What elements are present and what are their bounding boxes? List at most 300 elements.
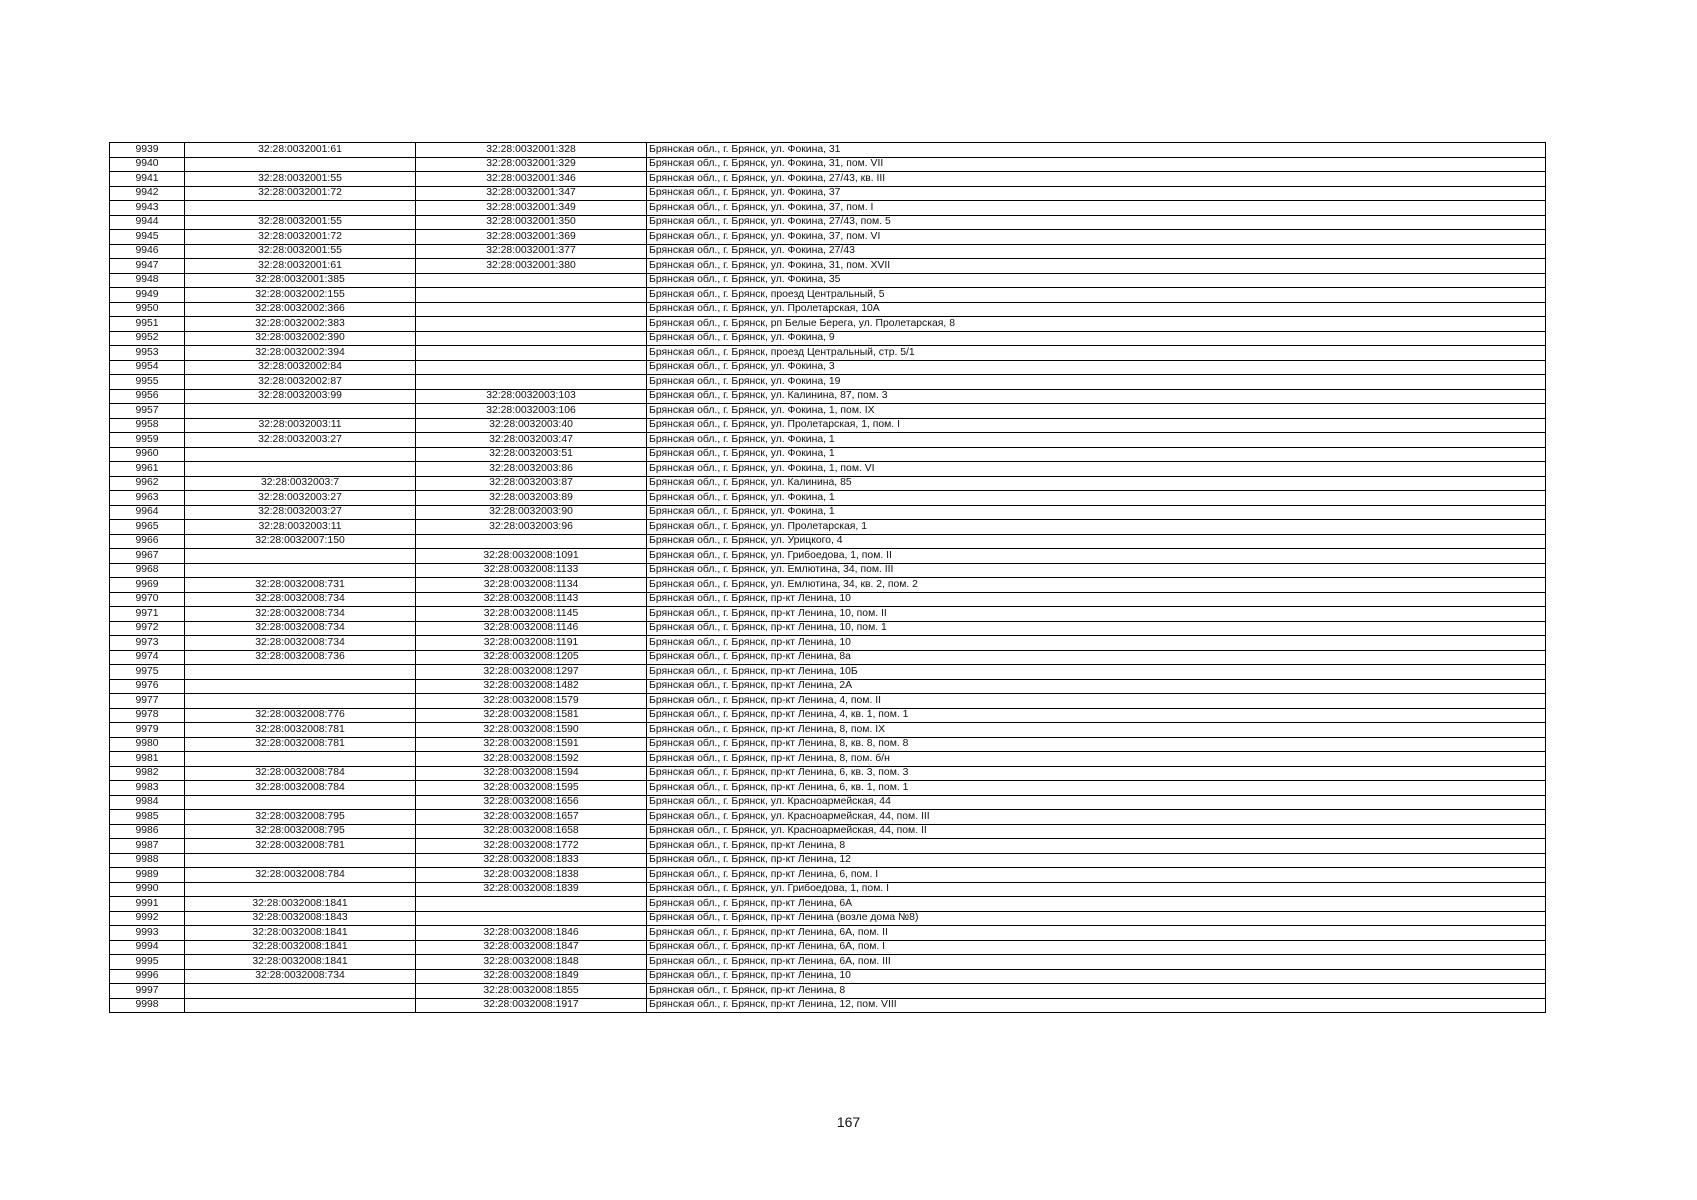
object-address: Брянская обл., г. Брянск, пр-кт Ленина, 6, пом. I xyxy=(647,868,1546,883)
land-parcel-cadastral-number: 32:28:0032003:11 xyxy=(185,520,416,535)
table-row xyxy=(110,926,1546,941)
object-cadastral-number: 32:28:0032008:1143 xyxy=(416,592,647,607)
row-number: 9975 xyxy=(110,665,185,680)
object-cadastral-number: 32:28:0032003:106 xyxy=(416,404,647,419)
row-number: 9983 xyxy=(110,781,185,796)
object-address: Брянская обл., г. Брянск, ул. Калинина, 87, пом. 3 xyxy=(647,389,1546,404)
table-row xyxy=(110,505,1546,520)
object-cadastral-number xyxy=(416,302,647,317)
land-parcel-cadastral-number xyxy=(185,679,416,694)
object-address: Брянская обл., г. Брянск, пр-кт Ленина, 8а xyxy=(647,650,1546,665)
table-row xyxy=(110,940,1546,955)
object-cadastral-number: 32:28:0032003:47 xyxy=(416,433,647,448)
row-number: 9994 xyxy=(110,940,185,955)
object-address: Брянская обл., г. Брянск, ул. Фокина, 31 xyxy=(647,143,1546,158)
land-parcel-cadastral-number: 32:28:0032008:781 xyxy=(185,839,416,854)
table-row xyxy=(110,897,1546,912)
object-cadastral-number: 32:28:0032001:329 xyxy=(416,157,647,172)
object-cadastral-number: 32:28:0032008:1594 xyxy=(416,766,647,781)
table-row xyxy=(110,911,1546,926)
table-row xyxy=(110,433,1546,448)
table-row xyxy=(110,882,1546,897)
object-cadastral-number: 32:28:0032008:1847 xyxy=(416,940,647,955)
object-address: Брянская обл., г. Брянск, ул. Грибоедова, 1, пом. I xyxy=(647,882,1546,897)
row-number: 9979 xyxy=(110,723,185,738)
object-address: Брянская обл., г. Брянск, ул. Емлютина, 34, кв. 2, пом. 2 xyxy=(647,578,1546,593)
table-row xyxy=(110,476,1546,491)
object-cadastral-number xyxy=(416,331,647,346)
land-parcel-cadastral-number: 32:28:0032002:394 xyxy=(185,346,416,361)
object-address: Брянская обл., г. Брянск, ул. Фокина, 1 xyxy=(647,505,1546,520)
object-address: Брянская обл., г. Брянск, пр-кт Ленина, 8, кв. 8, пом. 8 xyxy=(647,737,1546,752)
table-row xyxy=(110,824,1546,839)
object-address: Брянская обл., г. Брянск, пр-кт Ленина, 6, кв. 1, пом. 1 xyxy=(647,781,1546,796)
object-address: Брянская обл., г. Брянск, ул. Фокина, 35 xyxy=(647,273,1546,288)
table-row xyxy=(110,694,1546,709)
land-parcel-cadastral-number: 32:28:0032008:734 xyxy=(185,607,416,622)
object-address: Брянская обл., г. Брянск, ул. Фокина, 27/43 xyxy=(647,244,1546,259)
land-parcel-cadastral-number: 32:28:0032008:734 xyxy=(185,592,416,607)
object-address: Брянская обл., г. Брянск, ул. Фокина, 19 xyxy=(647,375,1546,390)
land-parcel-cadastral-number xyxy=(185,157,416,172)
object-address: Брянская обл., г. Брянск, ул. Пролетарская, 1 xyxy=(647,520,1546,535)
table-row xyxy=(110,389,1546,404)
table-row xyxy=(110,549,1546,564)
object-cadastral-number: 32:28:0032008:1191 xyxy=(416,636,647,651)
row-number: 9989 xyxy=(110,868,185,883)
row-number: 9974 xyxy=(110,650,185,665)
land-parcel-cadastral-number: 32:28:0032001:61 xyxy=(185,259,416,274)
land-parcel-cadastral-number: 32:28:0032008:1843 xyxy=(185,911,416,926)
row-number: 9981 xyxy=(110,752,185,767)
table-row xyxy=(110,201,1546,216)
land-parcel-cadastral-number xyxy=(185,694,416,709)
object-address: Брянская обл., г. Брянск, пр-кт Ленина, 12 xyxy=(647,853,1546,868)
table-row xyxy=(110,360,1546,375)
object-cadastral-number: 32:28:0032001:347 xyxy=(416,186,647,201)
row-number: 9972 xyxy=(110,621,185,636)
object-cadastral-number: 32:28:0032008:1595 xyxy=(416,781,647,796)
land-parcel-cadastral-number: 32:28:0032003:11 xyxy=(185,418,416,433)
land-parcel-cadastral-number: 32:28:0032008:795 xyxy=(185,810,416,825)
table-row xyxy=(110,578,1546,593)
object-address: Брянская обл., г. Брянск, ул. Грибоедова, 1, пом. II xyxy=(647,549,1546,564)
object-address: Брянская обл., г. Брянск, пр-кт Ленина, 10Б xyxy=(647,665,1546,680)
land-parcel-cadastral-number: 32:28:0032001:72 xyxy=(185,230,416,245)
object-cadastral-number: 32:28:0032008:1838 xyxy=(416,868,647,883)
object-cadastral-number: 32:28:0032001:346 xyxy=(416,172,647,187)
row-number: 9950 xyxy=(110,302,185,317)
row-number: 9945 xyxy=(110,230,185,245)
row-number: 9971 xyxy=(110,607,185,622)
row-number: 9978 xyxy=(110,708,185,723)
row-number: 9992 xyxy=(110,911,185,926)
land-parcel-cadastral-number: 32:28:0032008:781 xyxy=(185,737,416,752)
row-number: 9960 xyxy=(110,447,185,462)
table-row xyxy=(110,810,1546,825)
object-address: Брянская обл., г. Брянск, ул. Фокина, 37 xyxy=(647,186,1546,201)
land-parcel-cadastral-number: 32:28:0032001:385 xyxy=(185,273,416,288)
object-cadastral-number: 32:28:0032008:1591 xyxy=(416,737,647,752)
table-row xyxy=(110,766,1546,781)
object-cadastral-number: 32:28:0032001:350 xyxy=(416,215,647,230)
table-row xyxy=(110,636,1546,651)
row-number: 9977 xyxy=(110,694,185,709)
table-row xyxy=(110,491,1546,506)
land-parcel-cadastral-number xyxy=(185,462,416,477)
land-parcel-cadastral-number: 32:28:0032001:55 xyxy=(185,172,416,187)
table-row xyxy=(110,737,1546,752)
land-parcel-cadastral-number: 32:28:0032008:784 xyxy=(185,868,416,883)
object-cadastral-number: 32:28:0032008:1855 xyxy=(416,984,647,999)
object-cadastral-number xyxy=(416,897,647,912)
row-number: 9958 xyxy=(110,418,185,433)
row-number: 9965 xyxy=(110,520,185,535)
land-parcel-cadastral-number: 32:28:0032008:795 xyxy=(185,824,416,839)
object-cadastral-number: 32:28:0032008:1772 xyxy=(416,839,647,854)
land-parcel-cadastral-number: 32:28:0032002:84 xyxy=(185,360,416,375)
row-number: 9990 xyxy=(110,882,185,897)
row-number: 9959 xyxy=(110,433,185,448)
row-number: 9947 xyxy=(110,259,185,274)
object-address: Брянская обл., г. Брянск, пр-кт Ленина, 10 xyxy=(647,969,1546,984)
object-address: Брянская обл., г. Брянск, пр-кт Ленина (возле дома №8) xyxy=(647,911,1546,926)
object-address: Брянская обл., г. Брянск, пр-кт Ленина, 6, кв. 3, пом. 3 xyxy=(647,766,1546,781)
object-address: Брянская обл., г. Брянск, ул. Фокина, 27/43, кв. III xyxy=(647,172,1546,187)
table-row xyxy=(110,534,1546,549)
object-cadastral-number xyxy=(416,911,647,926)
land-parcel-cadastral-number xyxy=(185,853,416,868)
table-row xyxy=(110,462,1546,477)
object-address: Брянская обл., г. Брянск, пр-кт Ленина, 10 xyxy=(647,592,1546,607)
table-row xyxy=(110,607,1546,622)
object-cadastral-number: 32:28:0032008:1592 xyxy=(416,752,647,767)
object-cadastral-number xyxy=(416,534,647,549)
land-parcel-cadastral-number: 32:28:0032008:784 xyxy=(185,766,416,781)
row-number: 9986 xyxy=(110,824,185,839)
object-cadastral-number: 32:28:0032001:369 xyxy=(416,230,647,245)
row-number: 9953 xyxy=(110,346,185,361)
land-parcel-cadastral-number: 32:28:0032002:383 xyxy=(185,317,416,332)
land-parcel-cadastral-number xyxy=(185,201,416,216)
land-parcel-cadastral-number: 32:28:0032008:1841 xyxy=(185,926,416,941)
object-cadastral-number: 32:28:0032008:1134 xyxy=(416,578,647,593)
object-address: Брянская обл., г. Брянск, ул. Фокина, 1 xyxy=(647,491,1546,506)
object-cadastral-number: 32:28:0032008:1656 xyxy=(416,795,647,810)
table-row xyxy=(110,984,1546,999)
table-row xyxy=(110,752,1546,767)
object-cadastral-number: 32:28:0032003:89 xyxy=(416,491,647,506)
object-cadastral-number xyxy=(416,317,647,332)
table-row xyxy=(110,230,1546,245)
object-address: Брянская обл., г. Брянск, пр-кт Ленина, 10 xyxy=(647,636,1546,651)
row-number: 9987 xyxy=(110,839,185,854)
land-parcel-cadastral-number: 32:28:0032008:734 xyxy=(185,969,416,984)
land-parcel-cadastral-number: 32:28:0032008:731 xyxy=(185,578,416,593)
object-cadastral-number: 32:28:0032008:1849 xyxy=(416,969,647,984)
object-cadastral-number: 32:28:0032001:349 xyxy=(416,201,647,216)
object-address: Брянская обл., г. Брянск, пр-кт Ленина, 6А, пом. I xyxy=(647,940,1546,955)
object-address: Брянская обл., г. Брянск, ул. Красноармейская, 44, пом. II xyxy=(647,824,1546,839)
table-row xyxy=(110,708,1546,723)
row-number: 9967 xyxy=(110,549,185,564)
row-number: 9993 xyxy=(110,926,185,941)
table-row xyxy=(110,998,1546,1013)
object-cadastral-number: 32:28:0032008:1839 xyxy=(416,882,647,897)
object-cadastral-number: 32:28:0032008:1846 xyxy=(416,926,647,941)
object-address: Брянская обл., г. Брянск, ул. Красноармейская, 44, пом. III xyxy=(647,810,1546,825)
land-parcel-cadastral-number: 32:28:0032008:734 xyxy=(185,636,416,651)
land-parcel-cadastral-number: 32:28:0032002:87 xyxy=(185,375,416,390)
object-cadastral-number: 32:28:0032001:380 xyxy=(416,259,647,274)
row-number: 9976 xyxy=(110,679,185,694)
land-parcel-cadastral-number: 32:28:0032002:155 xyxy=(185,288,416,303)
land-parcel-cadastral-number: 32:28:0032003:99 xyxy=(185,389,416,404)
table-row xyxy=(110,259,1546,274)
row-number: 9985 xyxy=(110,810,185,825)
row-number: 9951 xyxy=(110,317,185,332)
object-address: Брянская обл., г. Брянск, пр-кт Ленина, 12, пом. VIII xyxy=(647,998,1546,1013)
row-number: 9984 xyxy=(110,795,185,810)
table-row xyxy=(110,723,1546,738)
row-number: 9946 xyxy=(110,244,185,259)
row-number: 9949 xyxy=(110,288,185,303)
row-number: 9940 xyxy=(110,157,185,172)
page-number: 167 xyxy=(836,1114,861,1130)
object-cadastral-number: 32:28:0032008:1482 xyxy=(416,679,647,694)
land-parcel-cadastral-number xyxy=(185,447,416,462)
table-row xyxy=(110,302,1546,317)
object-address: Брянская обл., г. Брянск, ул. Фокина, 31, пом. XVII xyxy=(647,259,1546,274)
table-row xyxy=(110,215,1546,230)
row-number: 9944 xyxy=(110,215,185,230)
table-row xyxy=(110,665,1546,680)
object-cadastral-number: 32:28:0032008:1658 xyxy=(416,824,647,839)
row-number: 9943 xyxy=(110,201,185,216)
object-cadastral-number: 32:28:0032003:87 xyxy=(416,476,647,491)
object-cadastral-number xyxy=(416,273,647,288)
object-cadastral-number xyxy=(416,375,647,390)
row-number: 9952 xyxy=(110,331,185,346)
table-row xyxy=(110,172,1546,187)
table-row xyxy=(110,621,1546,636)
object-address: Брянская обл., г. Брянск, ул. Калинина, 85 xyxy=(647,476,1546,491)
object-address: Брянская обл., г. Брянск, ул. Фокина, 1 xyxy=(647,447,1546,462)
land-parcel-cadastral-number: 32:28:0032003:7 xyxy=(185,476,416,491)
object-cadastral-number: 32:28:0032008:1581 xyxy=(416,708,647,723)
land-parcel-cadastral-number: 32:28:0032002:390 xyxy=(185,331,416,346)
land-parcel-cadastral-number: 32:28:0032001:55 xyxy=(185,244,416,259)
object-address: Брянская обл., г. Брянск, пр-кт Ленина, 8 xyxy=(647,839,1546,854)
object-cadastral-number: 32:28:0032008:1848 xyxy=(416,955,647,970)
row-number: 9948 xyxy=(110,273,185,288)
object-cadastral-number: 32:28:0032001:328 xyxy=(416,143,647,158)
land-parcel-cadastral-number: 32:28:0032001:61 xyxy=(185,143,416,158)
table-row xyxy=(110,186,1546,201)
land-parcel-cadastral-number: 32:28:0032008:1841 xyxy=(185,940,416,955)
object-cadastral-number: 32:28:0032003:103 xyxy=(416,389,647,404)
row-number: 9991 xyxy=(110,897,185,912)
land-parcel-cadastral-number xyxy=(185,665,416,680)
object-address: Брянская обл., г. Брянск, ул. Фокина, 37, пом. I xyxy=(647,201,1546,216)
object-address: Брянская обл., г. Брянск, рп Белые Берега, ул. Пролетарская, 8 xyxy=(647,317,1546,332)
object-address: Брянская обл., г. Брянск, ул. Пролетарская, 1, пом. I xyxy=(647,418,1546,433)
land-parcel-cadastral-number: 32:28:0032001:72 xyxy=(185,186,416,201)
table-row xyxy=(110,781,1546,796)
row-number: 9964 xyxy=(110,505,185,520)
land-parcel-cadastral-number: 32:28:0032003:27 xyxy=(185,433,416,448)
row-number: 9995 xyxy=(110,955,185,970)
table-row xyxy=(110,679,1546,694)
table-row xyxy=(110,563,1546,578)
object-cadastral-number xyxy=(416,346,647,361)
land-parcel-cadastral-number xyxy=(185,752,416,767)
object-address: Брянская обл., г. Брянск, пр-кт Ленина, 6А, пом. III xyxy=(647,955,1546,970)
object-address: Брянская обл., г. Брянск, ул. Фокина, 31, пом. VII xyxy=(647,157,1546,172)
table-row xyxy=(110,346,1546,361)
row-number: 9970 xyxy=(110,592,185,607)
object-cadastral-number xyxy=(416,288,647,303)
land-parcel-cadastral-number: 32:28:0032008:1841 xyxy=(185,897,416,912)
object-cadastral-number: 32:28:0032008:1657 xyxy=(416,810,647,825)
object-address: Брянская обл., г. Брянск, ул. Фокина, 3 xyxy=(647,360,1546,375)
object-cadastral-number: 32:28:0032003:90 xyxy=(416,505,647,520)
table-row xyxy=(110,288,1546,303)
land-parcel-cadastral-number xyxy=(185,404,416,419)
object-address: Брянская обл., г. Брянск, пр-кт Ленина, 8, пом. б/н xyxy=(647,752,1546,767)
row-number: 9956 xyxy=(110,389,185,404)
row-number: 9998 xyxy=(110,998,185,1013)
table-row xyxy=(110,317,1546,332)
object-address: Брянская обл., г. Брянск, проезд Центральный, стр. 5/1 xyxy=(647,346,1546,361)
object-cadastral-number: 32:28:0032008:1833 xyxy=(416,853,647,868)
table-row xyxy=(110,418,1546,433)
row-number: 9973 xyxy=(110,636,185,651)
object-address: Брянская обл., г. Брянск, пр-кт Ленина, 6А, пом. II xyxy=(647,926,1546,941)
object-address: Брянская обл., г. Брянск, ул. Фокина, 1, пом. IX xyxy=(647,404,1546,419)
object-address: Брянская обл., г. Брянск, пр-кт Ленина, 2А xyxy=(647,679,1546,694)
object-cadastral-number: 32:28:0032003:86 xyxy=(416,462,647,477)
object-address: Брянская обл., г. Брянск, пр-кт Ленина, 4, пом. II xyxy=(647,694,1546,709)
object-cadastral-number: 32:28:0032003:96 xyxy=(416,520,647,535)
object-cadastral-number: 32:28:0032008:1590 xyxy=(416,723,647,738)
row-number: 9982 xyxy=(110,766,185,781)
object-cadastral-number: 32:28:0032001:377 xyxy=(416,244,647,259)
object-cadastral-number: 32:28:0032003:51 xyxy=(416,447,647,462)
table-row xyxy=(110,447,1546,462)
land-parcel-cadastral-number: 32:28:0032008:776 xyxy=(185,708,416,723)
row-number: 9961 xyxy=(110,462,185,477)
registry-table-body xyxy=(110,143,1546,1013)
object-address: Брянская обл., г. Брянск, ул. Фокина, 1, пом. VI xyxy=(647,462,1546,477)
row-number: 9969 xyxy=(110,578,185,593)
object-address: Брянская обл., г. Брянск, ул. Пролетарская, 10А xyxy=(647,302,1546,317)
land-parcel-cadastral-number: 32:28:0032007:150 xyxy=(185,534,416,549)
land-parcel-cadastral-number xyxy=(185,563,416,578)
table-row xyxy=(110,868,1546,883)
registry-table xyxy=(109,142,1546,1013)
object-address: Брянская обл., г. Брянск, ул. Емлютина, 34, пом. III xyxy=(647,563,1546,578)
land-parcel-cadastral-number: 32:28:0032008:734 xyxy=(185,621,416,636)
object-cadastral-number: 32:28:0032008:1091 xyxy=(416,549,647,564)
row-number: 9968 xyxy=(110,563,185,578)
row-number: 9963 xyxy=(110,491,185,506)
table-row xyxy=(110,244,1546,259)
land-parcel-cadastral-number xyxy=(185,882,416,897)
row-number: 9939 xyxy=(110,143,185,158)
row-number: 9942 xyxy=(110,186,185,201)
object-address: Брянская обл., г. Брянск, пр-кт Ленина, 10, пом. 1 xyxy=(647,621,1546,636)
land-parcel-cadastral-number: 32:28:0032001:55 xyxy=(185,215,416,230)
table-row xyxy=(110,520,1546,535)
object-cadastral-number: 32:28:0032008:1145 xyxy=(416,607,647,622)
table-row xyxy=(110,839,1546,854)
land-parcel-cadastral-number: 32:28:0032002:366 xyxy=(185,302,416,317)
row-number: 9955 xyxy=(110,375,185,390)
land-parcel-cadastral-number xyxy=(185,984,416,999)
land-parcel-cadastral-number: 32:28:0032008:784 xyxy=(185,781,416,796)
land-parcel-cadastral-number: 32:28:0032003:27 xyxy=(185,491,416,506)
row-number: 9980 xyxy=(110,737,185,752)
land-parcel-cadastral-number: 32:28:0032008:736 xyxy=(185,650,416,665)
table-row xyxy=(110,853,1546,868)
table-row xyxy=(110,955,1546,970)
table-row xyxy=(110,650,1546,665)
row-number: 9966 xyxy=(110,534,185,549)
object-cadastral-number: 32:28:0032008:1133 xyxy=(416,563,647,578)
row-number: 9962 xyxy=(110,476,185,491)
object-cadastral-number xyxy=(416,360,647,375)
object-address: Брянская обл., г. Брянск, пр-кт Ленина, 8 xyxy=(647,984,1546,999)
object-address: Брянская обл., г. Брянск, ул. Фокина, 9 xyxy=(647,331,1546,346)
object-cadastral-number: 32:28:0032008:1146 xyxy=(416,621,647,636)
row-number: 9996 xyxy=(110,969,185,984)
land-parcel-cadastral-number xyxy=(185,998,416,1013)
object-cadastral-number: 32:28:0032008:1917 xyxy=(416,998,647,1013)
land-parcel-cadastral-number: 32:28:0032003:27 xyxy=(185,505,416,520)
table-row xyxy=(110,157,1546,172)
row-number: 9997 xyxy=(110,984,185,999)
row-number: 9954 xyxy=(110,360,185,375)
land-parcel-cadastral-number xyxy=(185,549,416,564)
land-parcel-cadastral-number: 32:28:0032008:1841 xyxy=(185,955,416,970)
object-address: Брянская обл., г. Брянск, ул. Фокина, 1 xyxy=(647,433,1546,448)
table-row xyxy=(110,795,1546,810)
object-address: Брянская обл., г. Брянск, ул. Фокина, 37, пом. VI xyxy=(647,230,1546,245)
table-row xyxy=(110,969,1546,984)
table-row xyxy=(110,143,1546,158)
row-number: 9957 xyxy=(110,404,185,419)
object-cadastral-number: 32:28:0032008:1579 xyxy=(416,694,647,709)
object-address: Брянская обл., г. Брянск, ул. Красноармейская, 44 xyxy=(647,795,1546,810)
object-address: Брянская обл., г. Брянск, пр-кт Ленина, 8, пом. IX xyxy=(647,723,1546,738)
object-address: Брянская обл., г. Брянск, ул. Фокина, 27/43, пом. 5 xyxy=(647,215,1546,230)
object-address: Брянская обл., г. Брянск, пр-кт Ленина, 6А xyxy=(647,897,1546,912)
object-address: Брянская обл., г. Брянск, проезд Центральный, 5 xyxy=(647,288,1546,303)
row-number: 9941 xyxy=(110,172,185,187)
object-cadastral-number: 32:28:0032008:1205 xyxy=(416,650,647,665)
table-row xyxy=(110,331,1546,346)
table-row xyxy=(110,592,1546,607)
table-row xyxy=(110,375,1546,390)
row-number: 9988 xyxy=(110,853,185,868)
object-cadastral-number: 32:28:0032003:40 xyxy=(416,418,647,433)
land-parcel-cadastral-number xyxy=(185,795,416,810)
table-row xyxy=(110,273,1546,288)
object-address: Брянская обл., г. Брянск, пр-кт Ленина, 10, пом. II xyxy=(647,607,1546,622)
table-row xyxy=(110,404,1546,419)
object-address: Брянская обл., г. Брянск, пр-кт Ленина, 4, кв. 1, пом. 1 xyxy=(647,708,1546,723)
